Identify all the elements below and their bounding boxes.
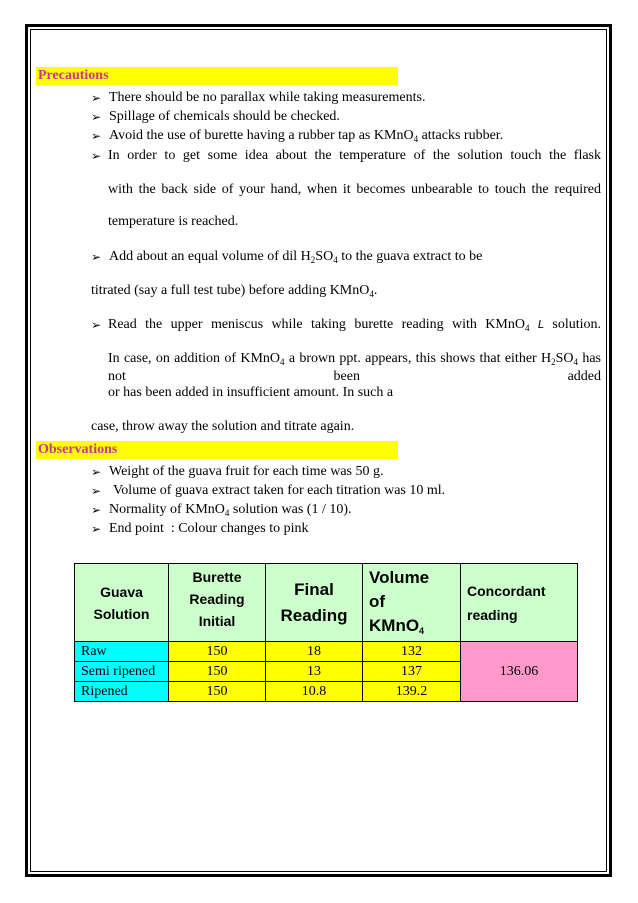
header-volume-kmno4: Volume of KMnO$_4$ [363,564,461,642]
arrow-bullet-icon: ➢ [91,91,102,105]
header-final-reading: Final Reading [266,564,363,642]
observations-heading: Observations [36,441,398,459]
arrow-bullet-icon: ➢ [91,250,102,264]
observation-item-2: Volume of guava extract taken for each titration was 10 ml. [113,483,446,498]
arrow-bullet-icon: ➢ [91,149,102,163]
arrow-bullet-icon: ➢ [91,522,102,536]
observation-table [74,563,578,702]
precaution-item-3: Avoid the use of burette having a rubber tap as KMnO$_4$ attacks rubber. [109,128,504,144]
observation-item-1: Weight of the guava fruit for each time was 50 g. [109,464,384,479]
header-guava-solution: Guava Solution [75,564,169,642]
cell-initial: 150 [169,682,266,702]
precaution-item-6-line-3: or has been added in insufficient amount. In such a [108,385,394,400]
arrow-bullet-icon: ➢ [91,503,102,517]
cell-solution: Semi ripened [75,662,169,682]
cell-volume: 137 [363,662,461,682]
precaution-item-1: There should be no parallax while taking measurements. [109,90,426,105]
observation-item-4: End point : Colour changes to pink [109,521,309,536]
header-burette-initial: Burette Reading Initial [169,564,266,642]
arrow-bullet-icon: ➢ [91,465,102,479]
precaution-item-6-line-1: Read the upper meniscus while taking burette reading with KMnO$_4$ L solution. [108,317,601,333]
precaution-item-4-line-1: In order to get some idea about the temperature of the solution touch the flask [108,148,601,163]
precaution-item-5-line-2: titrated (say a full test tube) before adding KMnO$_4$. [91,283,378,299]
arrow-bullet-icon: ➢ [91,318,102,332]
precaution-item-5-line-1: Add about an equal volume of dil $H_2SO_4$ to the guava extract to be [109,249,483,265]
cell-initial: 150 [169,662,266,682]
cell-volume: 139.2 [363,682,461,702]
cell-solution: Raw [75,642,169,662]
arrow-bullet-icon: ➢ [91,129,102,143]
precaution-item-4-line-2: with the back side of your hand, when it becomes unbearable to touch the required [108,182,601,197]
cell-final: 18 [266,642,363,662]
cell-final: 10.8 [266,682,363,702]
header-concordant: Concordant reading [461,564,578,642]
precaution-item-2: Spillage of chemicals should be checked. [109,109,340,124]
arrow-bullet-icon: ➢ [91,110,102,124]
precaution-item-6-line-2: In case, on addition of KMnO$_4$ a brown ppt. appears, this shows that either $H_2SO_4$ has not been added [108,351,602,384]
precaution-item-4-line-3: temperature is reached. [108,214,239,229]
cell-volume: 132 [363,642,461,662]
precautions-heading: Precautions [36,67,398,85]
cell-initial: 150 [169,642,266,662]
cell-final: 13 [266,662,363,682]
cell-concordant: 136.06 [461,642,578,702]
table-row [75,642,578,662]
cell-solution: Ripened [75,682,169,702]
precaution-item-6-line-4: case, throw away the solution and titrate again. [91,419,355,434]
stray-mark: L [537,318,544,331]
observation-item-3: Normality of KMnO$_4$ solution was (1 / 10). [109,502,352,518]
table-header-row [75,564,578,642]
arrow-bullet-icon: ➢ [91,484,102,498]
